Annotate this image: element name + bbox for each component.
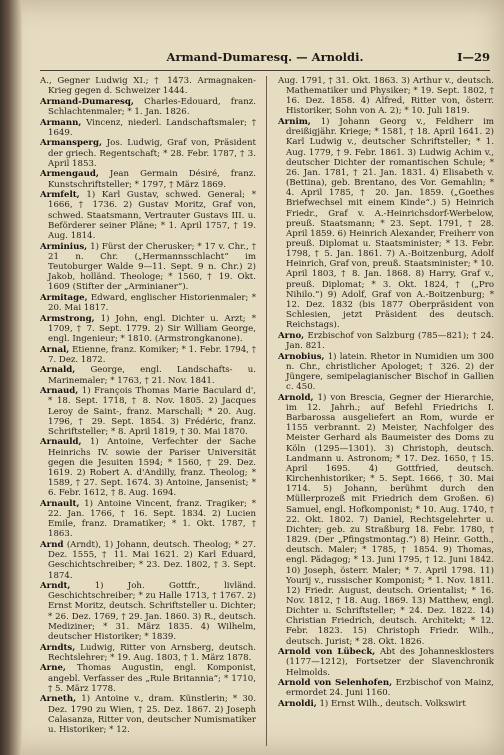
- entry-headword: Arnauld,: [40, 437, 82, 448]
- entry-text: Erzbischof von Salzburg (785—821); † 24. Jan. 821.: [286, 330, 494, 352]
- entry-headword: Armitage,: [40, 292, 88, 303]
- entry-headword: Arnd: [40, 540, 64, 551]
- dictionary-entry: [40, 540, 256, 581]
- entry-text: Abt des Johannesklosters (1177—1212), Fortsetzer der Slavenchronik Helmolds.: [286, 647, 494, 678]
- entry-text: (Arndt), 1) Johann, deutsch. Theolog; * 27. Dez. 1555, † 11. Mai 1621. 2) Karl Eduard, Geschichtschreiber; * 23. Dez. 1802, † 3. Sept. 1874.: [48, 540, 256, 581]
- entry-headword: Arnaud,: [40, 386, 79, 397]
- left-column: [40, 76, 256, 746]
- dictionary-entry: [40, 293, 256, 313]
- page-title: Armand-Dumaresq. — Arnoldi.: [166, 50, 364, 64]
- dictionary-entry: [40, 314, 256, 344]
- entry-text: Ludwig, Ritter von Arnsberg, deutsch. Rechtslehrer; * 19. Aug. 1803, † 1. März 1878.: [48, 642, 256, 663]
- entry-text: 1) Fürst der Cherusker; * 17 v. Chr., † 21 n. Chr. („Hermannsschlacht“ im Teutoburger Walde 9—11. Sept. 9 n. Chr.) 2) Jakob, holländ. Theologe; * 1560, † 19. Okt. 1609 (Stifter der „Arminianer“).: [48, 241, 256, 293]
- dictionary-entry: [40, 138, 256, 168]
- entry-text: 1) latein. Rhetor in Numidien um 300 n. Chr., christlicher Apologet; † 326. 2) der Jüngere, semipelagianischer Bischof in Gallien c. 450.: [286, 351, 494, 393]
- dictionary-entry: [278, 331, 494, 351]
- entry-text: Jos. Ludwig, Graf von, Präsident der griech. Regentschaft; * 28. Febr. 1787, † 3. April 1853.: [48, 138, 256, 169]
- book-spine-shadow: [0, 0, 22, 755]
- dictionary-entry: [40, 643, 256, 663]
- entry-text: Etienne, franz. Komiker; * 1. Febr. 1794, † 7. Dez. 1872.: [48, 344, 256, 365]
- entry-headword: Arno,: [278, 330, 305, 341]
- entry-headword: Arnoldi,: [278, 699, 317, 710]
- entry-headword: Arneth,: [40, 694, 77, 705]
- entry-text: 1) Antoine v., dram. Künstlerin; * 30. Dez. 1790 zu Wien, † 25. Dez. 1867. 2) Joseph Calasanza, Ritter von, deutscher Numismatiker u. Historiker; * 12.: [48, 694, 256, 735]
- entry-text: Jean Germain Désiré, franz. Kunstschriftsteller; * 1797, † März 1869.: [48, 169, 256, 190]
- entry-text: Erzbischof von Mainz, ermordet 24. Juni 1160.: [286, 678, 494, 699]
- entry-text: 1) Karl Gustav, schwed. General; * 1666, † 1736. 2) Gustav Moritz, Graf von, schwed. Staatsmann, Vertrauter Gustavs III. u. Beförderer seiner Pläne; * 1. April 1757, † 19. Aug. 1814.: [48, 190, 256, 241]
- entry-text: Charles-Edouard, franz. Schlachtenmaler; * 1. Jan. 1826.: [48, 96, 256, 117]
- entry-text: Thomas Augustin, engl. Komponist, angebl. Verfasser des „Rule Britannia“; * 1710, † 5. März 1778.: [48, 663, 256, 694]
- entry-text: 1) Ernst Wilh., deutsch. Volkswirt: [319, 699, 466, 710]
- dictionary-entry: [40, 663, 256, 693]
- entry-text: Vincenz, niederl. Landschaftsmaler; † 1649.: [48, 117, 256, 138]
- dictionary-entry: [40, 437, 256, 498]
- entry-headword: Arminius,: [40, 241, 88, 252]
- dictionary-entry: [40, 242, 256, 293]
- dictionary-entry: [278, 352, 494, 393]
- dictionary-entry: [278, 117, 494, 330]
- entry-headword: Armand-Dumaresq,: [40, 96, 134, 107]
- entry-headword: Arnold,: [278, 392, 314, 403]
- entry-headword: Arnault,: [40, 498, 80, 509]
- dictionary-entry: [40, 190, 256, 241]
- entry-headword: Arnobius,: [278, 351, 325, 362]
- dictionary-entry: [40, 118, 256, 138]
- dictionary-entry: [40, 499, 256, 540]
- column-divider: [266, 76, 267, 746]
- entry-text: Edward, englischer Historienmaler; * 20. Mai 1817.: [48, 292, 256, 313]
- dictionary-entry: [278, 76, 494, 117]
- entry-headword: Arne,: [40, 663, 66, 674]
- dictionary-entry: [278, 393, 494, 647]
- dictionary-entry: [40, 694, 256, 735]
- entry-text: George, engl. Landschafts- u. Marinemaler; * 1763, † 21. Nov. 1841.: [48, 365, 256, 386]
- entry-headword: Arnold von Lübeck,: [278, 647, 376, 658]
- header-rule: [40, 70, 490, 71]
- entry-headword: Arnold von Selenhofen,: [278, 678, 393, 689]
- entry-text: Aug. 1791, † 31. Okt. 1863. 3) Arthur v., deutsch. Mathematiker und Physiker; * 19. Sept. 1802, † 16. Dez. 1858. 4) Alfred, Ritter von, österr. Historiker, Sohn von A. 2); * 10. Juli 1819.: [278, 76, 494, 117]
- entry-headword: Armann,: [40, 117, 82, 128]
- dictionary-entry: [278, 678, 494, 698]
- dictionary-entry: [40, 345, 256, 365]
- entry-headword: Arndt,: [40, 581, 71, 592]
- entry-text: 1) Antoine Vincent, franz. Tragiker; * 22. Jan. 1766, † 16. Sept. 1834. 2) Lucien Emile, franz. Dramatiker; * 1. Okt. 1787, † 1863.: [48, 498, 256, 540]
- running-header: [40, 50, 490, 68]
- entry-headword: Armfelt,: [40, 190, 80, 201]
- dictionary-entry: [40, 581, 256, 642]
- entry-headword: Armansperg,: [40, 138, 102, 149]
- right-column: [278, 76, 494, 746]
- entry-text: 1) Joh. Gottfr., livländ. Geschichtschreiber; * zu Halle 1713, † 1767. 2) Ernst Moritz, deutsch. Schriftsteller u. Dichter; * 26. Dez. 1769, † 29. Jan. 1860. 3) R., deutsch. Mediziner; * 31. März 1835. 4) Wilhelm, deutscher Historiker; * 1839.: [48, 581, 256, 642]
- dictionary-entry: [278, 699, 494, 709]
- page-number: I—29: [457, 50, 490, 64]
- entry-text: A., Gegner Ludwig XI.; † 1473. Armagnaken-Krieg gegen d. Schweizer 1444.: [40, 76, 256, 97]
- entry-text: 1) François Thomas Marie Baculard d', * 18. Sept. 1718, † 8. Nov. 1805. 2) Jacques Leroy de Saint-, franz. Marschall; * 20. Aug. 1796, † 29. Sept. 1854. 3) Frédéric, franz. Schriftsteller; * 8. April 1819, † 30. Mai 1870.: [48, 386, 256, 437]
- entry-headword: Arndts,: [40, 642, 76, 653]
- entry-text: 1) von Brescia, Gegner der Hierarchie, im 12. Jahrh.; auf Befehl Friedrichs I. Barbarossa ausgeliefert an Rom, wurde er 1155 verbrannt. 2) Meister, Nachfolger des Meister Gerhard als Baumeister des Doms zu Köln (1295—1301). 3) Christoph, deutsch. Landmann u. Astronom; * 17. Dez. 1650, † 15. April 1695. 4) Gottfried, deutsch. Kirchenhistoriker; * 5. Sept. 1666, † 30. Mai 1714. 5) Johann, berühmt durch den Müllerprozeß mit Friedrich dem Großen. 6) Samuel, engl. Hofkomponist; * 10. Aug. 1740, † 22. Okt. 1802. 7) Daniel, Rechtsgelehrter u. Dichter; geb. zu Straßburg 18. Febr. 1780, † 1829. (Der „Pfingstmontag.“) 8) Heinr. Gotth., deutsch. Maler; * 1785, † 1854. 9) Thomas, engl. Pädagog; * 13. Juni 1795, † 12. Juni 1842. 10) Joseph, österr. Maler; * 7. April 1798. 11) Yourij v., russischer Komponist; * 1. Nov. 1811. 12) Friedr. August, deutsch. Orientalist; * 16. Nov. 1812, † 18. Aug. 1869. 13) Matthew, engl. Dichter u. Schriftsteller; * 24. Dez. 1822. 14) Christian Friedrich, deutsch. Architekt; * 12. Febr. 1823. 15) Christoph Friedr. Wilh., deutsch. Jurist; * 28. Okt. 1826.: [286, 392, 494, 647]
- dictionary-entry: [40, 97, 256, 117]
- entry-headword: Arnald,: [40, 365, 76, 376]
- entry-text: 1) Antoine, Verfechter der Sache Heinrichs IV. sowie der Pariser Universität gegen die Jesuiten 1594; * 1560, † 29. Dez. 1619. 2) Robert A. d'Andilly, franz. Theolog; * 1589, † 27. Sept. 1674. 3) Antoine, Jansenist; * 6. Febr. 1612, † 8. Aug. 1694.: [48, 437, 256, 499]
- entry-text: 1) John, engl. Dichter u. Arzt; * 1709, † 7. Sept. 1779. 2) Sir William George, engl. Ingenieur; * 1810. (Armstrongkanone).: [48, 313, 256, 344]
- entry-headword: Armengaud,: [40, 169, 99, 180]
- entry-headword: Arnal,: [40, 344, 70, 355]
- dictionary-entry: [40, 365, 256, 385]
- dictionary-entry: [40, 76, 256, 96]
- dictionary-entry: [40, 169, 256, 189]
- entry-text: 1) Johann Georg v., Feldherr im dreißigjähr. Kriege; * 1581, † 18. April 1641. 2) Karl Ludwig v., deutscher Schriftsteller; * 1. Aug. 1779, † 9. Febr. 1861. 3) Ludwig Achim v., deutscher Dichter der romantischen Schule; * 26. Jan. 1781, † 21. Jan. 1831. 4) Elisabeth v. (Bettina), geb. Brentano, des Vor. Gemahlin; * 4. April 1785, † 20. Jan. 1859. („Goethes Briefwechsel mit einem Kinde“.) 5) Heinrich Friedr., Graf v. A.-Heinrichsdorf-Werbelow, preuß. Staatsmann; * 23. Sept. 1791, † 28. April 1859. 6) Heinrich Alexander, Freiherr von preuß. Diplomat u. Staatsminister; * 13. Febr. 1798, † 5. Jan. 1861. 7) A.-Boitzenburg, Adolf Heinrich, Graf von, preuß. Staatsminister; * 10. April 1803, † 8. Jan. 1868. 8) Harry, Graf v., preuß. Diplomat; * 3. Okt. 1824, † („Pro Nihilo.“) 9) Adolf, Graf von A.-Boitzenburg; * 12. Dez. 1832 (bis 1877 Oberpräsident von Schlesien, jetzt Präsident des deutsch. Reichstags).: [286, 117, 494, 331]
- dictionary-entry: [40, 386, 256, 437]
- entry-headword: Armstrong,: [40, 313, 95, 324]
- entry-headword: Arnim,: [278, 117, 311, 128]
- dictionary-entry: [278, 647, 494, 677]
